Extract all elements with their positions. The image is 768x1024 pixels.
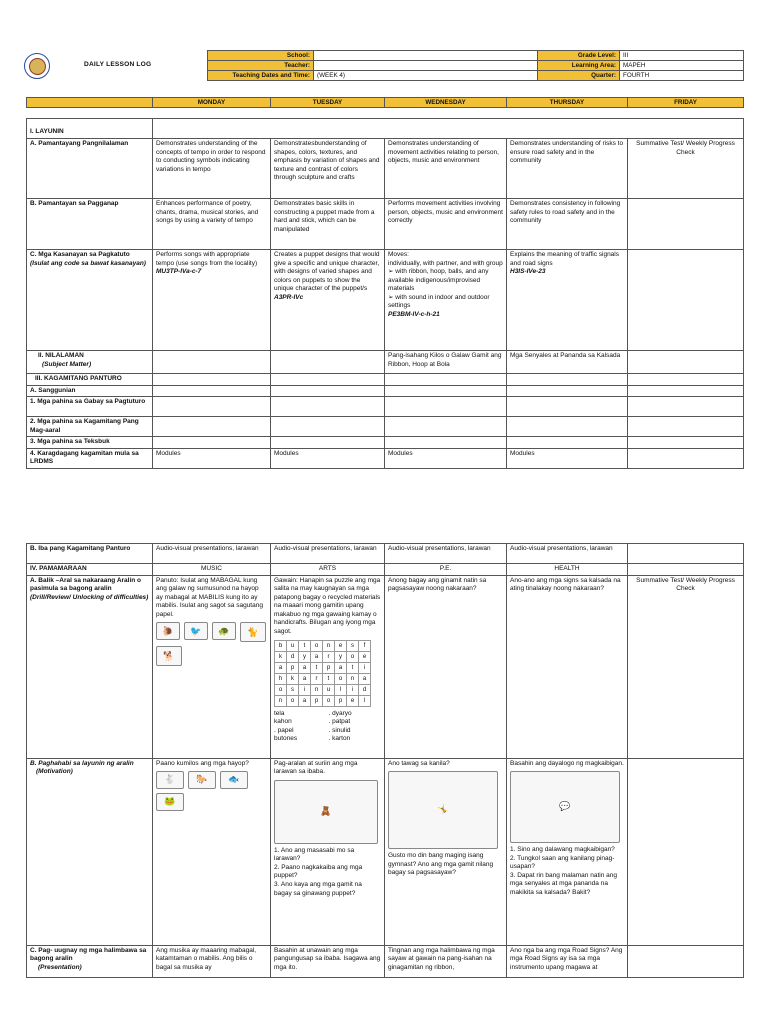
puzzle-cell[interactable]: p	[335, 695, 347, 706]
cell-kag-thu	[507, 374, 628, 386]
cell-nil-wed: Pang-isahang Kilos o Galaw Gamit ang Ribbon, Hoop at Bola	[385, 351, 507, 374]
frog-image: 🐸	[156, 793, 184, 811]
cell-a-wed: Demonstrates understanding of movement activities relating to person, objects, music and environment	[385, 139, 507, 199]
cell-r4-fri	[628, 448, 744, 468]
puzzle-cell[interactable]: o	[323, 695, 335, 706]
puzzle-cell[interactable]: o	[335, 673, 347, 684]
cell-2b-tue-q2: 2. Paano nagkakaiba ang mga puppet?	[274, 863, 363, 880]
cell-r3-tue	[271, 437, 385, 449]
layunin-blank	[153, 119, 744, 139]
cell-kag-mon	[153, 374, 271, 386]
cell-2b-wed-text: Ano tawag sa kanila?	[388, 759, 450, 767]
cell-2b-thu-q2: 2. Tungkol saan ang kanilang pinag-usapan?	[510, 854, 615, 871]
puzzle-cell[interactable]: a	[359, 673, 371, 684]
day-header-row	[26, 97, 744, 108]
kasanayan-subtitle: (Isulat ang code sa bawat kasanayan)	[30, 259, 146, 267]
word-list	[274, 710, 381, 744]
cell-2a-fri: Summative Test/ Weekly Progress Check	[628, 575, 744, 758]
puzzle-cell[interactable]: p	[287, 662, 299, 673]
puzzle-cell[interactable]: a	[299, 695, 311, 706]
day-tuesday: TUESDAY	[271, 98, 385, 108]
cell-2c-thu: Ano nga ba ang mga Road Signs? Ang mga Road Signs ay isa sa mga instrumento upang magawa at	[507, 945, 628, 977]
cell-r1-mon	[153, 397, 271, 417]
nilalaman-subtitle: (Subject Matter)	[42, 360, 92, 368]
dialogue-image: 💬	[510, 771, 620, 843]
cell-r2-thu	[507, 417, 628, 437]
cell-r4-wed: Modules	[385, 448, 507, 468]
cell-2b-mon	[153, 758, 271, 945]
cell-r4-thu: Modules	[507, 448, 628, 468]
puzzle-cell[interactable]: l	[335, 684, 347, 695]
puzzle-row	[275, 651, 371, 662]
puzzle-cell[interactable]: i	[347, 684, 359, 695]
puzzle-cell[interactable]: p	[311, 695, 323, 706]
row-label-nilalaman	[27, 351, 153, 374]
seal-icon	[29, 58, 46, 75]
cell-nil-thu: Mga Senyales at Pananda sa Kalsada	[507, 351, 628, 374]
word-list-item: . sinulid	[328, 726, 351, 734]
cell-av-mon: Audio-visual presentations, larawan	[153, 544, 271, 564]
puzzle-cell[interactable]: d	[287, 651, 299, 662]
cell-av-wed: Audio-visual presentations, larawan	[385, 544, 507, 564]
cell-r1-tue	[271, 397, 385, 417]
cell-2b-tue	[271, 758, 385, 945]
pag-uugnay-title: C. Pag- uugnay ng mga halimbawa sa bagong aralin	[30, 946, 147, 963]
row-label-kasanayan	[27, 250, 153, 351]
cell-c-mon-code: MU3TP-IVa-c-7	[156, 268, 202, 276]
puzzle-cell[interactable]: e	[335, 640, 347, 651]
cell-a-mon: Demonstrates understanding of the concepts of tempo in order to respond to conducting symbols indicating variations in tempo	[153, 139, 271, 199]
subject-health: HEALTH	[507, 564, 628, 576]
cell-av-fri	[628, 544, 744, 564]
cell-sang-wed	[385, 385, 507, 397]
turtle-image: 🐢	[212, 622, 236, 640]
puzzle-cell[interactable]: k	[287, 673, 299, 684]
cell-2a-mon-text: Panuto: Isulat ang MABAGAL kung ang galaw ng sumusunod na hayop ay mabagal at MABILIS kung ito ay mabilis. Isulat ang sagot sa sagutang papel.	[156, 576, 263, 618]
teacher-label: Teacher:	[208, 61, 314, 71]
procedure-table	[26, 543, 744, 978]
cell-nil-tue	[271, 351, 385, 374]
cell-a-tue: Demonstratesbunderstanding of shapes, colors, textures, and emphasis by variation of shapes and texture and contrast of colors through sculpture and crafts	[271, 139, 385, 199]
puzzle-cell[interactable]: d	[359, 684, 371, 695]
cell-2b-tue-q3: 3. Ano kaya ang mga gamit na bagay sa ginawang puppet?	[274, 881, 362, 897]
cell-r1-thu	[507, 397, 628, 417]
cell-c-thu-code: H3IS-IVe-23	[510, 268, 546, 276]
day-wednesday: WEDNESDAY	[385, 98, 507, 108]
puzzle-cell[interactable]: p	[323, 662, 335, 673]
puzzle-row	[275, 695, 371, 706]
cell-c-wed-line2: individually, with partner, and with group	[388, 259, 503, 267]
puzzle-cell[interactable]: a	[311, 651, 323, 662]
cell-2b-thu-q3: 3. Dapat rin bang malaman natin ang mga senyales at mga pananda na makikita sa kalsada? Bakit?	[510, 871, 617, 897]
row-label-paghahabi	[27, 758, 153, 945]
cell-2b-tue-q1: 1. Ano ang masasabi mo sa larawan?	[274, 846, 355, 863]
cell-c-mon-text: Performs songs with appropriate tempo (use songs from the locality)	[156, 251, 258, 267]
row-label-kagamitan: III. KAGAMITANG PANTURO	[27, 374, 153, 386]
cell-2a-thu: Ano-ano ang mga signs sa kalsada na ating tinalakay noong nakaraan?	[507, 575, 628, 758]
bird-image: 🐦	[184, 622, 208, 640]
puzzle-cell[interactable]: y	[299, 651, 311, 662]
puzzle-cell[interactable]: y	[335, 651, 347, 662]
cell-sang-thu	[507, 385, 628, 397]
grade-label: Grade Level:	[538, 51, 620, 61]
gymnasts-image: 🤸	[388, 771, 498, 849]
puzzle-row	[275, 662, 371, 673]
area-label: Learning Area:	[538, 61, 620, 71]
row-label-mag-aaral: 2. Mga pahina sa Kagamitang Pang Mag-aaral	[27, 417, 153, 437]
nilalaman-title: II. NILALAMAN	[38, 352, 84, 359]
puzzle-cell[interactable]: a	[299, 662, 311, 673]
subject-arts: ARTS	[271, 564, 385, 576]
puzzle-cell[interactable]: t	[347, 662, 359, 673]
cell-r1-fri	[628, 397, 744, 417]
puzzle-cell[interactable]: i	[359, 662, 371, 673]
quarter-label: Quarter:	[538, 71, 620, 81]
puzzle-cell[interactable]: t	[311, 662, 323, 673]
cell-2b-thu-text: Basahin ang dayalogo ng magkaibigan.	[510, 759, 624, 767]
puzzle-cell[interactable]: u	[323, 684, 335, 695]
puzzle-cell[interactable]: k	[275, 651, 287, 662]
cell-c-wed-code: PE3BM-IV-c-h-21	[388, 311, 440, 319]
paghahabi-title: B. Paghahabi sa layunin ng aralin	[30, 759, 134, 767]
cell-r2-tue	[271, 417, 385, 437]
row-label-pagganap: B. Pamantayan sa Pagganap	[27, 199, 153, 250]
subject-pe: P.E.	[385, 564, 507, 576]
puzzle-cell[interactable]: h	[275, 673, 287, 684]
cell-c-tue-text: Creates a puppet designs that would give a specific and unique character, with designs of varied shapes and colors on puppets to show the unique character of the puppet/s	[274, 251, 380, 293]
school-field[interactable]	[314, 51, 538, 61]
puzzle-cell[interactable]: n	[311, 684, 323, 695]
cell-c-thu	[507, 250, 628, 351]
cell-c-tue-code: A3PR-IVc	[274, 293, 304, 301]
dates-label: Teaching Dates and Time:	[208, 71, 314, 81]
row-label-balik-aral	[27, 575, 153, 758]
word-list-item: . dyaryo	[328, 709, 352, 717]
cell-2b-mon-text: Paano kumilos ang mga hayop?	[156, 759, 249, 767]
cell-sang-mon	[153, 385, 271, 397]
puzzle-cell[interactable]: r	[323, 651, 335, 662]
paghahabi-subtitle: (Motivation)	[36, 768, 73, 776]
row-label-pangnilalaman: A. Pamantayang Pangnilalaman	[27, 139, 153, 199]
puzzle-cell[interactable]: n	[275, 695, 287, 706]
puzzle-cell[interactable]: n	[323, 640, 335, 651]
cell-sang-fri	[628, 385, 744, 397]
cell-r3-mon	[153, 437, 271, 449]
quarter-field[interactable]: FOURTH	[620, 71, 744, 81]
word-list-item: . karton	[328, 735, 351, 743]
puzzle-cell[interactable]: o	[347, 651, 359, 662]
balik-aral-subtitle: (Drill/Review/ Unlocking of difficulties)	[30, 593, 149, 601]
cell-2a-wed: Anong bagay ang ginamit natin sa pagsasayaw noong nakaraan?	[385, 575, 507, 758]
puzzle-cell[interactable]: a	[275, 662, 287, 673]
cell-2a-mon	[153, 575, 271, 758]
cell-kag-fri	[628, 374, 744, 386]
cell-c-thu-text: Explains the meaning of traffic signals and road signs	[510, 251, 619, 267]
cell-kag-wed	[385, 374, 507, 386]
cell-2b-thu	[507, 758, 628, 945]
puzzle-cell[interactable]: s	[347, 640, 359, 651]
word-list-item: tela	[274, 709, 285, 717]
cell-2b-wed-text2: Gusto mo din bang maging isang gymnast? Ano ang mga gamit nilang bagay sa pagsasayaw?	[388, 852, 494, 877]
cell-av-tue: Audio-visual presentations, larawan	[271, 544, 385, 564]
puzzle-cell[interactable]: l	[359, 695, 371, 706]
puzzle-cell[interactable]: n	[347, 673, 359, 684]
row-label-gabay: 1. Mga pahina sa Gabay sa Pagtuturo	[27, 397, 153, 417]
cell-2c-tue: Basahin at unawain ang mga pangungusap sa ibaba. Isagawa ang mga ito.	[271, 945, 385, 977]
row-label-lrdms: 4. Karagdagang kagamitan mula sa LRDMS	[27, 448, 153, 468]
day-header-blank	[27, 98, 153, 108]
cell-r4-tue: Modules	[271, 448, 385, 468]
cell-a-fri: Summative Test/ Weekly Progress Check	[628, 139, 744, 199]
cell-nil-mon	[153, 351, 271, 374]
cell-av-thu: Audio-visual presentations, larawan	[507, 544, 628, 564]
cell-2a-tue	[271, 575, 385, 758]
cell-r4-mon: Modules	[153, 448, 271, 468]
cell-2b-wed	[385, 758, 507, 945]
row-label-pag-uugnay	[27, 945, 153, 977]
puzzle-cell[interactable]: o	[275, 684, 287, 695]
animal-motion-pictures	[156, 771, 267, 811]
day-monday: MONDAY	[153, 98, 271, 108]
puzzle-cell[interactable]: r	[311, 673, 323, 684]
puzzle-cell[interactable]: e	[359, 651, 371, 662]
word-list-item: . papel	[274, 726, 294, 734]
cell-c-fri	[628, 250, 744, 351]
cell-c-wed	[385, 250, 507, 351]
school-label: School:	[208, 51, 314, 61]
puzzle-cell[interactable]: o	[287, 695, 299, 706]
puzzle-cell[interactable]: e	[347, 695, 359, 706]
row-label-sanggunian: A. Sanggunian	[27, 385, 153, 397]
row-label-iba-pang-kagamitan: B. Iba pang Kagamitang Panturo	[27, 544, 153, 564]
puzzle-row	[275, 640, 371, 651]
cell-b-mon: Enhances performance of poetry, chants, drama, musical stories, and songs by using a variety of tempo	[153, 199, 271, 250]
cell-r3-thu	[507, 437, 628, 449]
deped-logo	[24, 53, 50, 79]
puzzle-cell[interactable]: s	[287, 684, 299, 695]
word-list-item: kahon	[274, 718, 292, 726]
puzzle-cell[interactable]: b	[275, 640, 287, 651]
rabbit-image: 🐇	[156, 771, 184, 789]
subject-blank	[628, 564, 744, 576]
cell-2b-thu-q1: 1. Sino ang dalawang magkaibigan?	[510, 846, 615, 854]
cell-kag-tue	[271, 374, 385, 386]
header-table	[207, 50, 744, 81]
teacher-field[interactable]	[314, 61, 538, 71]
area-field[interactable]: MAPEH	[620, 61, 744, 71]
cell-sang-tue	[271, 385, 385, 397]
cell-r2-wed	[385, 417, 507, 437]
fish-image: 🐟	[220, 771, 248, 789]
horse-image: 🐎	[188, 771, 216, 789]
puppets-image: 🧸	[274, 780, 378, 844]
puzzle-cell[interactable]: o	[311, 640, 323, 651]
puzzle-row	[275, 673, 371, 684]
word-puzzle-grid	[274, 640, 371, 707]
objectives-table	[26, 118, 744, 469]
cell-2b-tue-text: Pag-aralan at suriin ang mga larawan sa ibaba.	[274, 759, 358, 776]
balik-aral-title: A. Balik –Aral sa nakaraang Aralin o pasimula sa bagong aralin	[30, 576, 142, 593]
kasanayan-title: C. Mga Kasanayan sa Pagkatuto	[30, 251, 130, 258]
subject-music: MUSIC	[153, 564, 271, 576]
puzzle-cell[interactable]: t	[323, 673, 335, 684]
cat-image: 🐈	[240, 622, 266, 642]
page-title: DAILY LESSON LOG	[84, 61, 152, 68]
puzzle-cell[interactable]: i	[299, 684, 311, 695]
layunin-label: I. LAYUNIN	[27, 119, 153, 139]
cell-c-wed-line4: ➢ with sound in indoor and outdoor settings	[388, 293, 490, 310]
grade-field[interactable]: III	[620, 51, 744, 61]
cell-2b-fri	[628, 758, 744, 945]
cell-2c-mon: Ang musika ay maaaring mabagal, katamtaman o mabilis. Ang bilis o bagal sa musika ay	[153, 945, 271, 977]
cell-c-tue	[271, 250, 385, 351]
animal-pictures	[156, 622, 267, 666]
cell-c-wed-line3: ➢ with ribbon, hoop, balls, and any available indigenous/improvised materials	[388, 268, 489, 293]
row-label-pamamaraan: IV. PAMAMARAAN	[27, 564, 153, 576]
cell-2a-tue-text: Gawain: Hanapin sa puzzle ang mga salita na may kaugnayan sa mga patapong bagay o recycled materials na maaari mong gamitin upang makabuo ng mga gawaing kamay o handicrafts. Bilugan ang iyong mga sagot.	[274, 576, 381, 636]
cell-b-thu: Demonstrates consistency in following safety rules to road safety and in the community	[507, 199, 628, 250]
cell-r2-mon	[153, 417, 271, 437]
cell-r2-fri	[628, 417, 744, 437]
row-label-teksbuk: 3. Mga pahina sa Teksbuk	[27, 437, 153, 449]
puzzle-cell[interactable]: f	[359, 640, 371, 651]
cell-2c-fri	[628, 945, 744, 977]
puzzle-cell[interactable]: t	[299, 640, 311, 651]
cell-a-thu: Demonstrates understanding of risks to ensure road safety and in the community	[507, 139, 628, 199]
cell-c-wed-line1: Moves:	[388, 251, 409, 258]
day-friday: FRIDAY	[628, 98, 744, 108]
puzzle-row	[275, 684, 371, 695]
dog-image: 🐕	[156, 646, 182, 666]
cell-nil-fri	[628, 351, 744, 374]
dates-field[interactable]: (WEEK 4)	[314, 71, 538, 81]
puzzle-cell[interactable]: u	[287, 640, 299, 651]
cell-r3-wed	[385, 437, 507, 449]
cell-b-tue: Demonstrates basic skills in constructing a puppet made from a hard and stick, which can be manipulated	[271, 199, 385, 250]
pag-uugnay-subtitle: (Presentation)	[38, 963, 82, 971]
puzzle-cell[interactable]: a	[335, 662, 347, 673]
snail-image: 🐌	[156, 622, 180, 640]
puzzle-cell[interactable]: a	[299, 673, 311, 684]
cell-b-wed: Performs movement activities involving person, objects, music and environment correctly	[385, 199, 507, 250]
day-thursday: THURSDAY	[507, 98, 628, 108]
cell-2c-wed: Tingnan ang mga halimbawa ng mga sayaw at gawain na pang-isahan na ginagamitan ng ribbon,	[385, 945, 507, 977]
cell-r3-fri	[628, 437, 744, 449]
cell-b-fri	[628, 199, 744, 250]
word-list-item: butones	[274, 735, 298, 743]
cell-r1-wed	[385, 397, 507, 417]
word-list-item: . patpat	[328, 718, 351, 726]
cell-c-mon	[153, 250, 271, 351]
